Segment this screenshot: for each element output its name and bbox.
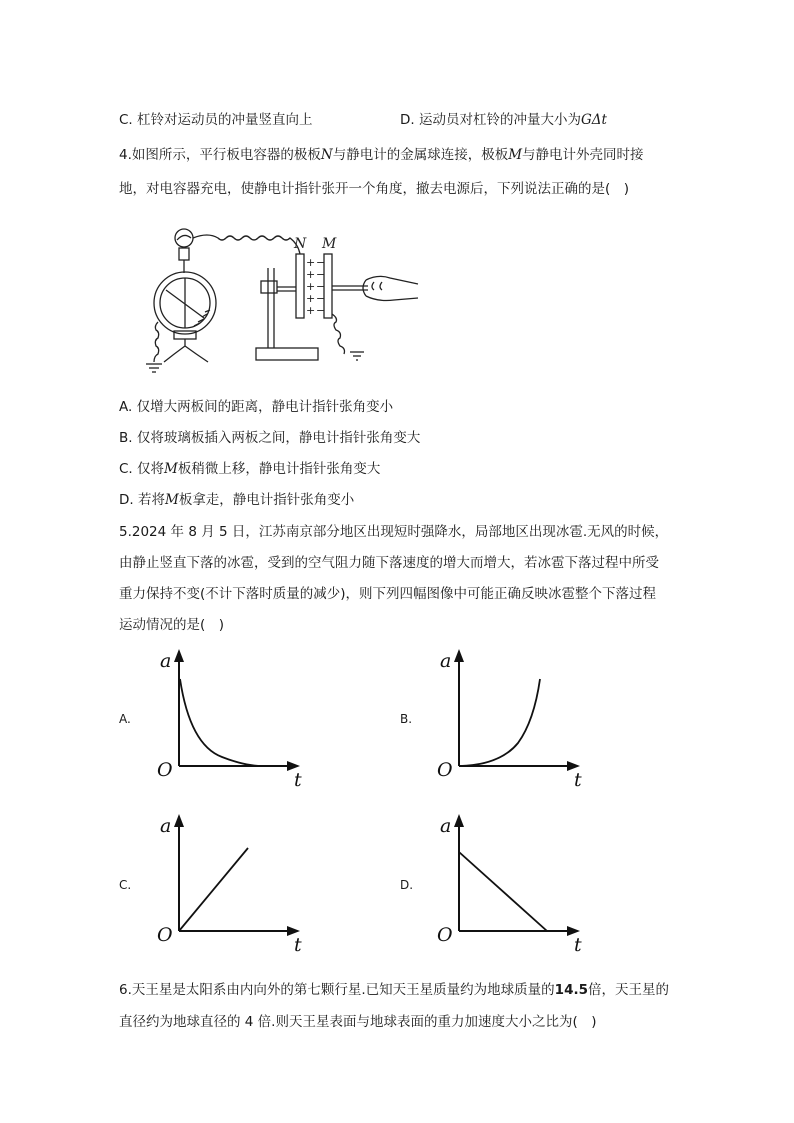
- minus-sign: −: [316, 304, 326, 317]
- q4-stem-var-n: N: [320, 147, 333, 163]
- graph-d-line: [459, 852, 547, 931]
- q5-stem-line1: 5.2024 年 8 月 5 日，江苏南京部分地区出现短时强降水，局部地区出现冰雹.无风的时候，: [119, 524, 669, 540]
- graph-c-y-label: a: [160, 815, 172, 837]
- graph-d-origin: O: [437, 924, 453, 946]
- q3-option-d-variable: GΔt: [580, 112, 607, 128]
- graph-c-label: C.: [119, 878, 132, 892]
- q4-stem-line2: 地，对电容器充电，使静电计指针张开一个角度，撤去电源后，下列说法正确的是( ): [119, 181, 630, 197]
- q4-option-c: [119, 457, 380, 477]
- q4-option-c-text: 板稍微上移，静电计指针张角变大: [177, 461, 381, 477]
- plus-sign: +: [306, 304, 316, 317]
- plus-sign: +: [306, 292, 316, 305]
- q4-option-c-var: M: [164, 461, 178, 477]
- minus-sign: −: [316, 280, 326, 293]
- minus-sign: −: [316, 256, 326, 269]
- graph-d-label: D.: [400, 878, 414, 892]
- q4-option-d-var: M: [164, 492, 179, 508]
- plus-sign: +: [306, 280, 316, 293]
- graph-b: [430, 645, 590, 795]
- q6-stem-line2: 直径约为地球直径的 4 倍.则天王星表面与地球表面的重力加速度大小之比为( ): [119, 1014, 597, 1030]
- graph-a-curve: [180, 679, 262, 766]
- graph-a-origin: O: [157, 759, 173, 781]
- minus-sign: −: [316, 292, 326, 305]
- q5-stem-line2: 由静止竖直下落的冰雹，受到的空气阻力随下落速度的增大而增大，若冰雹下落过程中所受: [119, 555, 659, 571]
- q4-option-a: A. 仅增大两板间的距离，静电计指针张角变小: [119, 399, 394, 415]
- q4-option-d-text: D. 若将: [119, 492, 165, 508]
- graph-a-y-label: a: [160, 650, 172, 672]
- graph-d-x-label: t: [574, 934, 582, 956]
- q6-stem-number: 14.5: [554, 982, 588, 998]
- q3-option-d: [400, 108, 607, 128]
- q4-option-d: [119, 488, 354, 508]
- q5-stem-line4: 运动情况的是( ): [119, 617, 225, 633]
- minus-sign: −: [316, 268, 326, 281]
- graph-c-line: [179, 848, 248, 931]
- q4-option-c-text: C. 仅将: [119, 461, 165, 477]
- q3-option-c: C. 杠铃对运动员的冲量竖直向上: [119, 112, 313, 128]
- q5-stem-line3: 重力保持不变(不计下落时质量的减少)，则下列四幅图像中可能正确反映冰雹整个下落过程: [119, 586, 657, 602]
- q4-stem-text: 与静电计外壳同时接: [522, 147, 644, 163]
- q6-stem-line1: [119, 978, 669, 998]
- graph-a: [150, 645, 310, 795]
- graph-b-curve: [460, 679, 540, 766]
- plus-sign: +: [306, 268, 316, 281]
- graph-a-label: A.: [119, 712, 131, 726]
- graph-c-x-label: t: [294, 934, 302, 956]
- graph-c: [150, 810, 310, 960]
- plate-m-label: M: [322, 236, 337, 252]
- q4-stem-var-m: M: [508, 147, 523, 163]
- graph-d: [430, 810, 590, 960]
- capacitor-electroscope-figure: [128, 218, 428, 378]
- q4-stem-text: 4.如图所示，平行板电容器的极板: [119, 147, 321, 163]
- q4-option-d-text: 板拿走，静电计指针张角变小: [178, 492, 355, 508]
- q4-stem-line1: [119, 143, 644, 163]
- graph-a-x-label: t: [294, 769, 302, 791]
- graph-d-y-label: a: [440, 815, 452, 837]
- q3-option-d-text: D. 运动员对杠铃的冲量大小为: [400, 112, 581, 128]
- graph-b-label: B.: [400, 712, 413, 726]
- graph-b-y-label: a: [440, 650, 452, 672]
- plate-n-label: N: [294, 236, 307, 252]
- graph-b-origin: O: [437, 759, 453, 781]
- q6-stem-text: 倍，天王星的: [587, 982, 669, 998]
- q6-stem-text: 6.天王星是太阳系由内向外的第七颗行星.已知天王星质量约为地球质量的: [119, 982, 555, 998]
- q4-stem-text: 与静电计的金属球连接，极板: [332, 147, 509, 163]
- q4-option-b: B. 仅将玻璃板插入两板之间，静电计指针张角变大: [119, 430, 421, 446]
- graph-c-origin: O: [157, 924, 173, 946]
- plus-sign: +: [306, 256, 316, 269]
- graph-b-x-label: t: [574, 769, 582, 791]
